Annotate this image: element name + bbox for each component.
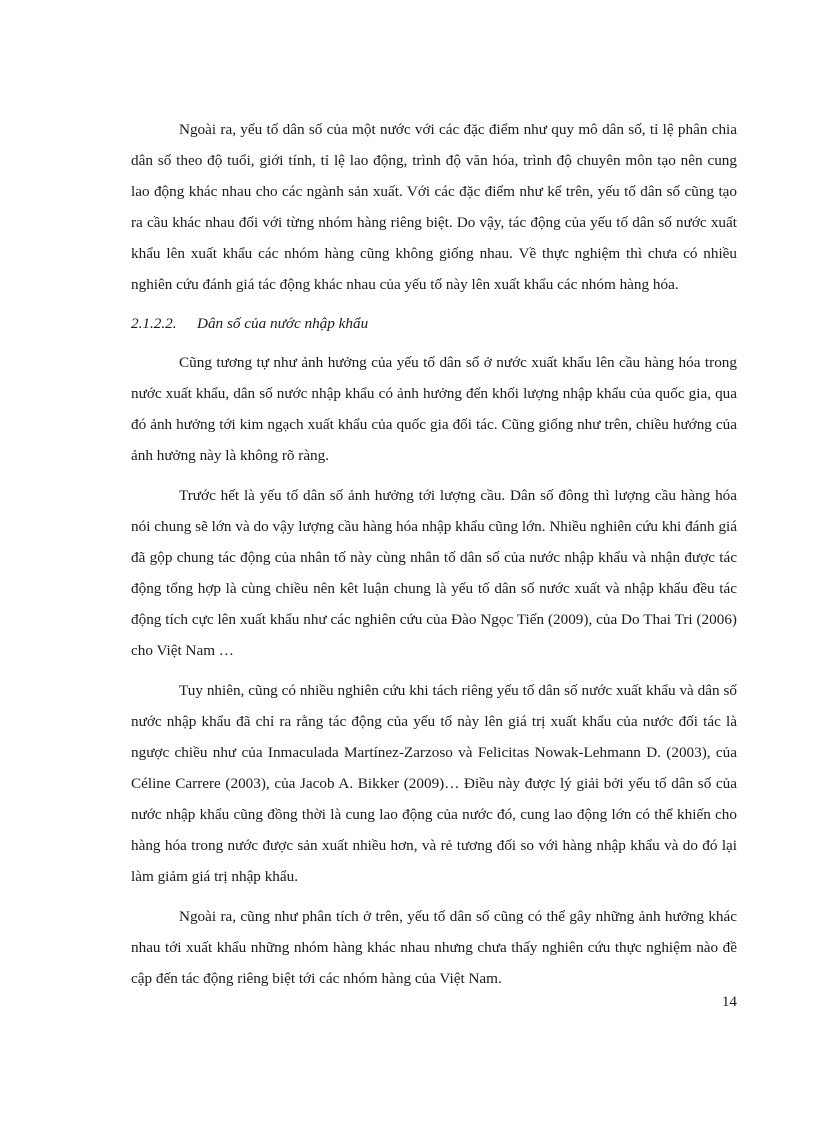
paragraph-demand-effect: Trước hết là yếu tố dân số ảnh hưởng tới lượng cầu. Dân số đông thì lượng cầu hàng hóa nói chung sẽ lớn và do vậy lượng cầu hàng hóa nhập khẩu cũng lớn. Nhiều nghiên cứu khi đánh giá đã gộp chung tác động của nhân tố này cùng nhân tố dân số của nước nhập khẩu và nhận được tác động tổng hợp là cùng chiều nên kêt luận chung là yếu tố dân số nước xuất và nhập khẩu đều tác động tích cực lên xuất khẩu như các nghiên cứu của Đào Ngọc Tiến (2009), của Do Thai Tri (2006) cho Việt Nam … (131, 487, 737, 659)
page-body (131, 114, 737, 1003)
paragraph-population-characteristics: Ngoài ra, yếu tố dân số của một nước với các đặc điểm như quy mô dân số, tỉ lệ phân chia dân số theo độ tuổi, giới tính, tỉ lệ lao động, trình độ văn hóa, trình độ chuyên môn tạo nên cung lao động khác nhau cho các ngành sản xuất. Với các đặc điểm như kể trên, yếu tố dân số cũng tạo ra cầu khác nhau đối với từng nhóm hàng riêng biệt. Do vậy, tác động của yếu tố dân số nước xuất khẩu lên xuất khẩu các nhóm hàng cũng không giống nhau. Về thực nghiệm thì chưa có nhiều nghiên cứu đánh giá tác động khác nhau của yếu tố này lên xuất khẩu các nhóm hàng hóa. (131, 121, 737, 293)
section-title: Dân số của nước nhập khẩu (197, 315, 369, 332)
paragraph-product-groups: Ngoài ra, cũng như phân tích ở trên, yếu tố dân số cũng có thể gây những ảnh hưởng khác nhau tới xuất khẩu những nhóm hàng khác nhau nhưng chưa thấy nghiên cứu thực nghiệm nào đề cập đến tác động riêng biệt tới các nhóm hàng của Việt Nam. (131, 908, 737, 987)
paragraph-opposite-effect: Tuy nhiên, cũng có nhiều nghiên cứu khi tách riêng yếu tố dân số nước xuất khẩu và dân số nước nhập khẩu đã chỉ ra rằng tác động của yếu tố này lên giá trị xuất khẩu của nước đối tác là ngược chiều như của Inmaculada Martínez-Zarzoso và Felicitas Nowak-Lehmann D. (2003), của Céline Carrere (2003), của Jacob A. Bikker (2009)… Điều này được lý giải bởi yếu tố dân số của nước nhập khẩu cũng đồng thời là cung lao động của nước đó, cung lao động lớn có thể khiến cho hàng hóa trong nước được sản xuất nhiều hơn, và rẻ tương đối so với hàng nhập khẩu và do đó lại làm giảm giá trị nhập khẩu. (131, 682, 737, 885)
section-heading (131, 308, 737, 339)
paragraph-importer-population: Cũng tương tự như ảnh hưởng của yếu tố dân số ở nước xuất khẩu lên cầu hàng hóa trong nước xuất khẩu, dân số nước nhập khẩu có ảnh hưởng đến khối lượng nhập khẩu của quốc gia, qua đó ảnh hưởng tới kim ngạch xuất khẩu của quốc gia đối tác. Cũng giống như trên, chiều hướng của ảnh hưởng này là không rõ ràng. (131, 354, 737, 464)
section-number: 2.1.2.2. (131, 315, 177, 332)
page-number: 14 (721, 993, 737, 1010)
